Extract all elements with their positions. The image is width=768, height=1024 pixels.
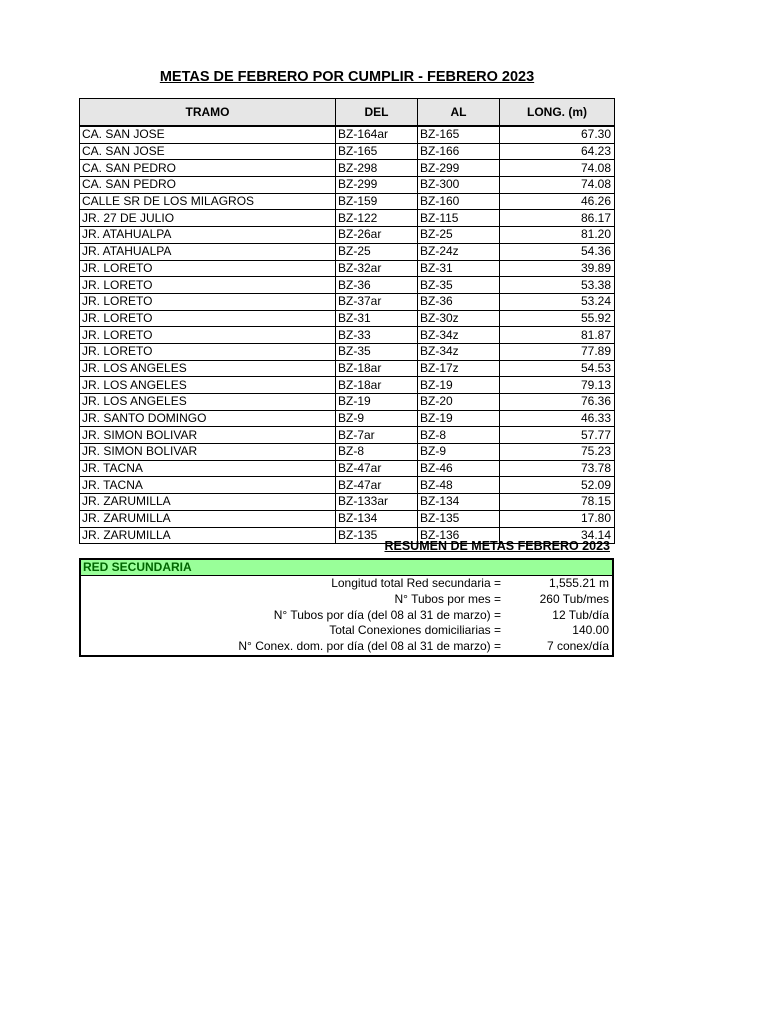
table-row [80, 143, 615, 160]
cell-al: BZ-300 [418, 177, 500, 194]
cell-tramo: JR. 27 DE JULIO [80, 210, 336, 227]
page-title: METAS DE FEBRERO POR CUMPLIR - FEBRERO 2023 [159, 69, 535, 85]
summary-value: 1,555.21 m [548, 576, 609, 590]
summary-row [81, 608, 612, 624]
cell-tramo: CA. SAN JOSE [80, 143, 336, 160]
table-row [80, 193, 615, 210]
cell-al: BZ-8 [418, 427, 500, 444]
table-row [80, 377, 615, 394]
table-row [80, 277, 615, 294]
cell-al: BZ-31 [418, 260, 500, 277]
cell-long: 34.14 [500, 527, 615, 544]
cell-long: 74.08 [500, 177, 615, 194]
cell-del: BZ-31 [336, 310, 418, 327]
cell-al: BZ-299 [418, 160, 500, 177]
summary-row [81, 576, 612, 592]
cell-tramo: JR. SIMON BOLIVAR [80, 444, 336, 461]
cell-al: BZ-165 [418, 126, 500, 143]
cell-long: 53.38 [500, 277, 615, 294]
cell-long: 46.33 [500, 410, 615, 427]
cell-tramo: CA. SAN JOSE [80, 126, 336, 143]
cell-del: BZ-25 [336, 243, 418, 260]
cell-long: 76.36 [500, 394, 615, 411]
table-row [80, 310, 615, 327]
cell-del: BZ-19 [336, 394, 418, 411]
cell-del: BZ-18ar [336, 360, 418, 377]
table-row [80, 227, 615, 244]
cell-al: BZ-9 [418, 444, 500, 461]
summary-value: 12 Tub/día [552, 607, 609, 622]
table-header-row [80, 99, 615, 127]
summary-label: Longitud total Red secundaria = [331, 576, 501, 590]
cell-tramo: CA. SAN PEDRO [80, 160, 336, 177]
cell-long: 79.13 [500, 377, 615, 394]
cell-del: BZ-26ar [336, 227, 418, 244]
summary-value: 260 Tub/mes [539, 591, 609, 606]
cell-del: BZ-32ar [336, 260, 418, 277]
cell-del: BZ-8 [336, 444, 418, 461]
cell-al: BZ-166 [418, 143, 500, 160]
cell-tramo: CALLE SR DE LOS MILAGROS [80, 193, 336, 210]
cell-al: BZ-19 [418, 410, 500, 427]
cell-tramo: JR. ZARUMILLA [80, 527, 336, 544]
cell-del: BZ-159 [336, 193, 418, 210]
cell-long: 78.15 [500, 494, 615, 511]
cell-al: BZ-24z [418, 243, 500, 260]
cell-del: BZ-133ar [336, 494, 418, 511]
cell-del: BZ-47ar [336, 460, 418, 477]
cell-del: BZ-298 [336, 160, 418, 177]
cell-al: BZ-136 [418, 527, 500, 544]
cell-tramo: JR. LORETO [80, 327, 336, 344]
cell-long: 64.23 [500, 143, 615, 160]
table-row [80, 444, 615, 461]
cell-long: 57.77 [500, 427, 615, 444]
summary-label: Total Conexiones domiciliarias = [329, 623, 501, 638]
cell-al: BZ-48 [418, 477, 500, 494]
cell-long: 67.30 [500, 126, 615, 143]
cell-tramo: JR. ZARUMILLA [80, 494, 336, 511]
table-row [80, 477, 615, 494]
cell-long: 81.87 [500, 327, 615, 344]
cell-long: 54.36 [500, 243, 615, 260]
header-tramo: TRAMO [80, 99, 336, 127]
cell-long: 46.26 [500, 193, 615, 210]
cell-tramo: JR. SANTO DOMINGO [80, 410, 336, 427]
table-row [80, 494, 615, 511]
cell-tramo: JR. TACNA [80, 477, 336, 494]
summary-box [79, 558, 614, 657]
cell-tramo: JR. ATAHUALPA [80, 227, 336, 244]
table-row [80, 343, 615, 360]
cell-del: BZ-299 [336, 177, 418, 194]
cell-al: BZ-115 [418, 210, 500, 227]
cell-del: BZ-9 [336, 410, 418, 427]
table-row [80, 126, 615, 143]
summary-title: RESUMEN DE METAS FEBRERO 2023 [384, 539, 610, 553]
cell-tramo: JR. ATAHUALPA [80, 243, 336, 260]
cell-tramo: JR. LORETO [80, 260, 336, 277]
cell-al: BZ-160 [418, 193, 500, 210]
summary-label: N° Tubos por día (del 08 al 31 de marzo) = [273, 607, 501, 622]
table-row [80, 160, 615, 177]
cell-al: BZ-34z [418, 327, 500, 344]
cell-tramo: JR. TACNA [80, 460, 336, 477]
summary-value: 140.00 [572, 623, 609, 638]
summary-row [81, 639, 612, 655]
header-al: AL [418, 99, 500, 127]
table-row [80, 210, 615, 227]
cell-al: BZ-35 [418, 277, 500, 294]
cell-al: BZ-25 [418, 227, 500, 244]
cell-del: BZ-122 [336, 210, 418, 227]
header-long: LONG. (m) [500, 99, 615, 127]
cell-del: BZ-7ar [336, 427, 418, 444]
cell-long: 17.80 [500, 510, 615, 527]
table-row [80, 460, 615, 477]
cell-tramo: JR. LORETO [80, 310, 336, 327]
cell-al: BZ-17z [418, 360, 500, 377]
cell-tramo: CA. SAN PEDRO [80, 177, 336, 194]
table-row [80, 510, 615, 527]
cell-long: 52.09 [500, 477, 615, 494]
summary-row [81, 592, 612, 608]
table-row [80, 394, 615, 411]
summary-label: N° Tubos por mes = [394, 591, 501, 606]
summary-header: RED SECUNDARIA [81, 560, 612, 576]
cell-tramo: JR. LOS ANGELES [80, 394, 336, 411]
summary-value: 7 conex/día [546, 639, 609, 654]
cell-del: BZ-35 [336, 343, 418, 360]
cell-long: 75.23 [500, 444, 615, 461]
cell-del: BZ-37ar [336, 293, 418, 310]
cell-tramo: JR. LOS ANGELES [80, 377, 336, 394]
cell-long: 86.17 [500, 210, 615, 227]
cell-long: 53.24 [500, 293, 615, 310]
cell-al: BZ-34z [418, 343, 500, 360]
cell-del: BZ-165 [336, 143, 418, 160]
metas-table [79, 98, 615, 544]
cell-del: BZ-135 [336, 527, 418, 544]
cell-tramo: JR. LORETO [80, 277, 336, 294]
cell-del: BZ-33 [336, 327, 418, 344]
cell-al: BZ-135 [418, 510, 500, 527]
cell-tramo: JR. ZARUMILLA [80, 510, 336, 527]
table-row [80, 410, 615, 427]
cell-al: BZ-36 [418, 293, 500, 310]
cell-al: BZ-20 [418, 394, 500, 411]
cell-long: 54.53 [500, 360, 615, 377]
table-row [80, 293, 615, 310]
cell-long: 74.08 [500, 160, 615, 177]
header-del: DEL [336, 99, 418, 127]
table-row [80, 243, 615, 260]
table-row [80, 360, 615, 377]
cell-long: 81.20 [500, 227, 615, 244]
table-body [80, 126, 615, 544]
table-row [80, 427, 615, 444]
cell-long: 39.89 [500, 260, 615, 277]
cell-del: BZ-164ar [336, 126, 418, 143]
cell-al: BZ-19 [418, 377, 500, 394]
cell-al: BZ-30z [418, 310, 500, 327]
cell-tramo: JR. LORETO [80, 293, 336, 310]
summary-rows [81, 576, 612, 655]
cell-long: 55.92 [500, 310, 615, 327]
cell-tramo: JR. SIMON BOLIVAR [80, 427, 336, 444]
cell-long: 77.89 [500, 343, 615, 360]
cell-tramo: JR. LOS ANGELES [80, 360, 336, 377]
cell-del: BZ-134 [336, 510, 418, 527]
cell-al: BZ-46 [418, 460, 500, 477]
cell-del: BZ-18ar [336, 377, 418, 394]
summary-label: N° Conex. dom. por día (del 08 al 31 de marzo) = [238, 639, 501, 654]
cell-tramo: JR. LORETO [80, 343, 336, 360]
table-row [80, 260, 615, 277]
cell-del: BZ-36 [336, 277, 418, 294]
cell-long: 73.78 [500, 460, 615, 477]
cell-al: BZ-134 [418, 494, 500, 511]
table-row [80, 327, 615, 344]
summary-row [81, 623, 612, 639]
table-row [80, 177, 615, 194]
cell-del: BZ-47ar [336, 477, 418, 494]
